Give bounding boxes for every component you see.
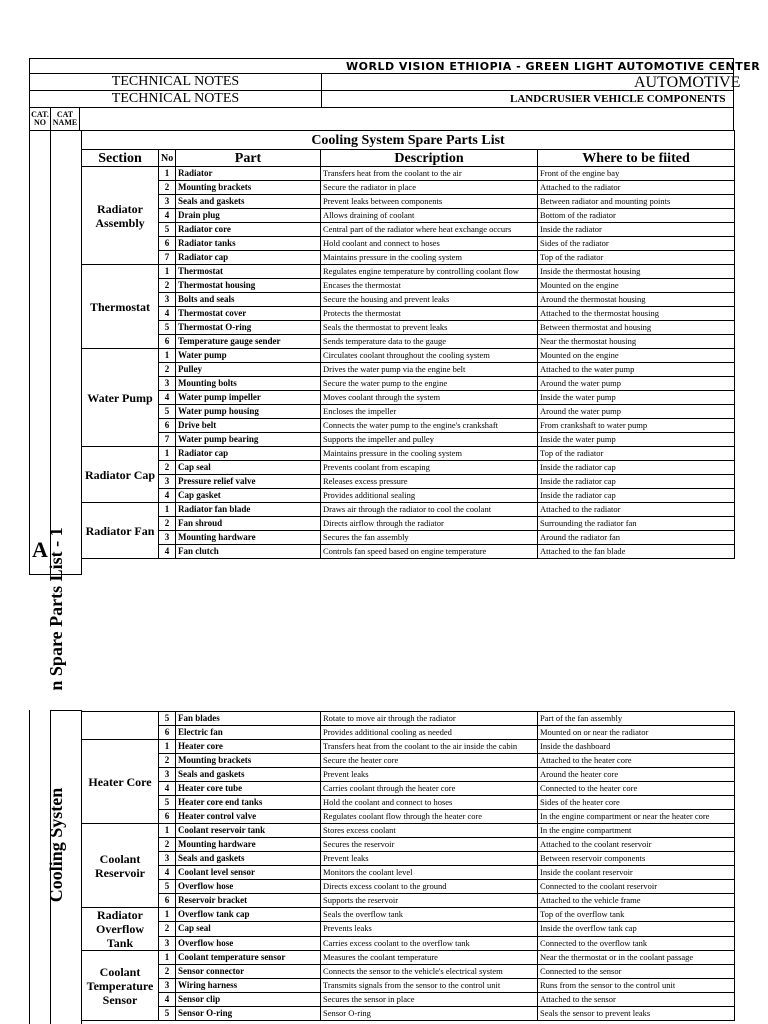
row-number: 5 [159, 321, 176, 335]
row-number: 5 [159, 796, 176, 810]
fitting-location: Mounted on the engine [538, 349, 735, 363]
part-name: Water pump bearing [176, 433, 321, 447]
table-row [82, 796, 735, 810]
section-name: Heater Core [82, 740, 159, 824]
table-row [82, 866, 735, 880]
part-name: Heater core [176, 740, 321, 754]
part-description: Regulates engine temperature by controlling coolant flow [321, 265, 538, 279]
row-number: 4 [159, 391, 176, 405]
part-name: Mounting brackets [176, 754, 321, 768]
table-row [82, 307, 735, 321]
part-description: Prevent leaks [321, 768, 538, 782]
part-name: Water pump [176, 349, 321, 363]
fitting-location: Around the water pump [538, 405, 735, 419]
part-name: Thermostat O-ring [176, 321, 321, 335]
row-number: 3 [159, 768, 176, 782]
part-name: Fan blades [176, 712, 321, 726]
part-name: Mounting bolts [176, 377, 321, 391]
part-name: Coolant temperature sensor [176, 951, 321, 965]
col-header-description: Description [321, 150, 538, 167]
fitting-location: Around the water pump [538, 377, 735, 391]
org-title-bar [29, 58, 761, 74]
row-number: 3 [159, 979, 176, 993]
row-number: 2 [159, 922, 176, 936]
section-name: Coolant Temperature Sensor [82, 951, 159, 1021]
part-name: Seals and gaskets [176, 852, 321, 866]
table-row [82, 335, 735, 349]
table-row [82, 880, 735, 894]
part-description: Secure the housing and prevent leaks [321, 293, 538, 307]
part-name: Heater core end tanks [176, 796, 321, 810]
table-row [82, 726, 735, 740]
part-name: Reservoir bracket [176, 894, 321, 908]
row-number: 3 [159, 475, 176, 489]
fitting-location: Connected to the coolant reservoir [538, 880, 735, 894]
table-row [82, 321, 735, 335]
section-name: Thermostat [82, 265, 159, 349]
part-name: Sensor O-ring [176, 1007, 321, 1021]
fitting-location: Near the thermostat or in the coolant passage [538, 951, 735, 965]
fitting-location: Attached to the water pump [538, 363, 735, 377]
row-number: 5 [159, 1007, 176, 1021]
part-name: Mounting hardware [176, 838, 321, 852]
technical-notes-cell-2 [29, 90, 322, 108]
row-number: 5 [159, 223, 176, 237]
part-name: Drain plug [176, 209, 321, 223]
part-description: Carries excess coolant to the overflow tank [321, 936, 538, 950]
part-description: Seals the overflow tank [321, 908, 538, 922]
part-name: Thermostat [176, 265, 321, 279]
category-name-vertical-page-2: Cooling Systen [46, 787, 66, 903]
category-letter: A [32, 537, 48, 562]
part-name: Water pump impeller [176, 391, 321, 405]
row-number: 6 [159, 419, 176, 433]
fitting-location: Inside the overflow tank cap [538, 922, 735, 936]
table-row [82, 265, 735, 279]
fitting-location: Mounted on the engine [538, 279, 735, 293]
row-number: 2 [159, 517, 176, 531]
table-row [82, 181, 735, 195]
part-description: Sensor O-ring [321, 1007, 538, 1021]
row-number: 5 [159, 880, 176, 894]
part-name: Cap seal [176, 922, 321, 936]
technical-notes-cell [29, 73, 322, 91]
row-number: 4 [159, 782, 176, 796]
part-name: Pressure relief valve [176, 475, 321, 489]
fitting-location: Top of the radiator [538, 251, 735, 265]
fitting-location: Sides of the heater core [538, 796, 735, 810]
row-number: 5 [159, 712, 176, 726]
table-row [82, 489, 735, 503]
row-number: 1 [159, 951, 176, 965]
parts-table-page-1 [81, 130, 735, 559]
part-description: Central part of the radiator where heat exchange occurs [321, 223, 538, 237]
part-description: Monitors the coolant level [321, 866, 538, 880]
cat-no-cell [29, 107, 51, 131]
table-row [82, 475, 735, 489]
fitting-location: Runs from the sensor to the control unit [538, 979, 735, 993]
table-row [82, 293, 735, 307]
fitting-location: Inside the radiator cap [538, 461, 735, 475]
row-number: 2 [159, 754, 176, 768]
table-row [82, 838, 735, 852]
table-row [82, 712, 735, 726]
row-number: 2 [159, 965, 176, 979]
fitting-location: Inside the radiator cap [538, 475, 735, 489]
row-number: 4 [159, 545, 176, 559]
row-number: 1 [159, 824, 176, 838]
cat-no-column [29, 130, 51, 575]
row-number: 1 [159, 447, 176, 461]
fitting-location: Attached to the radiator [538, 181, 735, 195]
part-description: Connects the water pump to the engine's crankshaft [321, 419, 538, 433]
row-number: 1 [159, 265, 176, 279]
fitting-location: Mounted on or near the radiator [538, 726, 735, 740]
header-blank-cell [79, 107, 734, 131]
part-description: Drives the water pump via the engine belt [321, 363, 538, 377]
part-description: Protects the thermostat [321, 307, 538, 321]
table-row [82, 279, 735, 293]
table-row [82, 936, 735, 950]
table-row [82, 251, 735, 265]
section-name: Radiator Cap [82, 447, 159, 503]
table-row [82, 852, 735, 866]
table-row [82, 405, 735, 419]
row-number: 2 [159, 461, 176, 475]
fitting-location: Top of the radiator [538, 447, 735, 461]
part-description: Releases excess pressure [321, 475, 538, 489]
fitting-location: Attached to the sensor [538, 993, 735, 1007]
table-row [82, 754, 735, 768]
parts-table-page-2 [81, 711, 735, 1021]
part-description: Directs airflow through the radiator [321, 517, 538, 531]
table-row [82, 167, 735, 181]
part-name: Sensor clip [176, 993, 321, 1007]
row-number: 2 [159, 363, 176, 377]
row-number: 6 [159, 726, 176, 740]
part-name: Mounting brackets [176, 181, 321, 195]
part-name: Seals and gaskets [176, 768, 321, 782]
part-description: Transmits signals from the sensor to the control unit [321, 979, 538, 993]
fitting-location: Inside the radiator [538, 223, 735, 237]
section-name: Radiator Fan [82, 503, 159, 559]
table-row [82, 1007, 735, 1021]
row-number: 3 [159, 531, 176, 545]
cat-name-column [46, 130, 82, 691]
row-number: 1 [159, 349, 176, 363]
cat-no-label: CAT. NO [31, 110, 49, 127]
row-number: 1 [159, 167, 176, 181]
part-description: Secures the reservoir [321, 838, 538, 852]
row-number: 1 [159, 908, 176, 922]
part-description: Encloses the impeller [321, 405, 538, 419]
fitting-location: Between reservoir components [538, 852, 735, 866]
col-header-section: Section [82, 150, 159, 167]
org-title: WORLD VISION ETHIOPIA - GREEN LIGHT AUTOMOTIVE CENTER [346, 59, 761, 73]
table-row [82, 894, 735, 908]
fitting-location: Part of the fan assembly [538, 712, 735, 726]
fitting-location: Inside the radiator cap [538, 489, 735, 503]
row-number: 3 [159, 852, 176, 866]
table-row [82, 782, 735, 796]
section-name: Coolant Reservoir [82, 824, 159, 908]
section-name: Radiator Assembly [82, 167, 159, 265]
section-name [82, 712, 159, 740]
row-number: 2 [159, 181, 176, 195]
part-description: Provides additional cooling as needed [321, 726, 538, 740]
fitting-location: Inside the dashboard [538, 740, 735, 754]
part-name: Cap gasket [176, 489, 321, 503]
part-name: Water pump housing [176, 405, 321, 419]
automotive-label: AUTOMOTIVE [634, 74, 741, 91]
row-number: 6 [159, 810, 176, 824]
table-row [82, 531, 735, 545]
fitting-location: Front of the engine bay [538, 167, 735, 181]
fitting-location: Attached to the radiator [538, 503, 735, 517]
part-description: Secure the heater core [321, 754, 538, 768]
part-name: Overflow tank cap [176, 908, 321, 922]
row-number: 7 [159, 251, 176, 265]
table-row [82, 922, 735, 936]
table-row [82, 993, 735, 1007]
part-name: Electric fan [176, 726, 321, 740]
fitting-location: Connected to the overflow tank [538, 936, 735, 950]
part-description: Sends temperature data to the gauge [321, 335, 538, 349]
part-description: Secure the water pump to the engine [321, 377, 538, 391]
part-description: Transfers heat from the coolant to the air [321, 167, 538, 181]
part-name: Overflow hose [176, 936, 321, 950]
table-row [82, 377, 735, 391]
row-number: 6 [159, 894, 176, 908]
fitting-location: In the engine compartment [538, 824, 735, 838]
part-description: Prevents leaks [321, 922, 538, 936]
part-name: Radiator [176, 167, 321, 181]
part-name: Fan clutch [176, 545, 321, 559]
table-row [82, 223, 735, 237]
fitting-location: Between thermostat and housing [538, 321, 735, 335]
fitting-location: Inside the water pump [538, 433, 735, 447]
part-description: Maintains pressure in the cooling system [321, 251, 538, 265]
table-row [82, 461, 735, 475]
part-description: Seals the thermostat to prevent leaks [321, 321, 538, 335]
table-row [82, 965, 735, 979]
row-number: 4 [159, 993, 176, 1007]
sheet-title: Cooling System Spare Parts List [82, 131, 735, 150]
part-name: Thermostat cover [176, 307, 321, 321]
col-header-no: No [159, 150, 176, 167]
part-description: Transfers heat from the coolant to the air inside the cabin [321, 740, 538, 754]
row-number: 2 [159, 279, 176, 293]
fitting-location: In the engine compartment or near the heater core [538, 810, 735, 824]
table-row [82, 195, 735, 209]
automotive-cell [321, 73, 741, 91]
part-name: Drive belt [176, 419, 321, 433]
fitting-location: Near the thermostat housing [538, 335, 735, 349]
part-description: Measures the coolant temperature [321, 951, 538, 965]
part-description: Circulates coolant throughout the cooling system [321, 349, 538, 363]
row-number: 4 [159, 866, 176, 880]
fitting-location: Connected to the heater core [538, 782, 735, 796]
part-description: Prevents coolant from escaping [321, 461, 538, 475]
table-row [82, 824, 735, 838]
fitting-location: Around the thermostat housing [538, 293, 735, 307]
col-header-part: Part [176, 150, 321, 167]
table-row [82, 237, 735, 251]
row-number: 6 [159, 237, 176, 251]
part-description: Secure the radiator in place [321, 181, 538, 195]
part-name: Wiring harness [176, 979, 321, 993]
table-row [82, 768, 735, 782]
table-row [82, 433, 735, 447]
table-row [82, 545, 735, 559]
fitting-location: Sides of the radiator [538, 237, 735, 251]
fitting-location: From crankshaft to water pump [538, 419, 735, 433]
row-number: 3 [159, 293, 176, 307]
part-description: Rotate to move air through the radiator [321, 712, 538, 726]
cat-no-column-page-2 [29, 710, 51, 1024]
cat-name-label: CAT NAME [52, 110, 78, 127]
row-number: 4 [159, 307, 176, 321]
row-number: 1 [159, 740, 176, 754]
part-name: Bolts and seals [176, 293, 321, 307]
fitting-location: Around the heater core [538, 768, 735, 782]
vehicle-components-cell [321, 90, 734, 108]
row-number: 2 [159, 838, 176, 852]
table-row [82, 810, 735, 824]
part-description: Encases the thermostat [321, 279, 538, 293]
part-description: Provides additional sealing [321, 489, 538, 503]
part-name: Radiator tanks [176, 237, 321, 251]
part-name: Thermostat housing [176, 279, 321, 293]
fitting-location: Between radiator and mounting points [538, 195, 735, 209]
row-number: 4 [159, 209, 176, 223]
row-number: 4 [159, 489, 176, 503]
row-number: 3 [159, 936, 176, 950]
cat-name-column-page-2 [46, 710, 82, 1024]
table-row [82, 363, 735, 377]
table-row [82, 979, 735, 993]
fitting-location: Bottom of the radiator [538, 209, 735, 223]
fitting-location: Attached to the fan blade [538, 545, 735, 559]
table-row [82, 419, 735, 433]
part-description: Controls fan speed based on engine temperature [321, 545, 538, 559]
part-description: Secures the fan assembly [321, 531, 538, 545]
part-description: Prevent leaks [321, 852, 538, 866]
fitting-location: Connected to the sensor [538, 965, 735, 979]
part-name: Radiator fan blade [176, 503, 321, 517]
part-name: Sensor connector [176, 965, 321, 979]
table-row [82, 908, 735, 922]
fitting-location: Surrounding the radiator fan [538, 517, 735, 531]
fitting-location: Attached to the thermostat housing [538, 307, 735, 321]
part-name: Heater control valve [176, 810, 321, 824]
fitting-location: Inside the thermostat housing [538, 265, 735, 279]
category-name-vertical: n Spare Parts List - 1 [46, 527, 66, 691]
table-row [82, 391, 735, 405]
part-description: Supports the reservoir [321, 894, 538, 908]
part-description: Moves coolant through the system [321, 391, 538, 405]
fitting-location: Seals the sensor to prevent leaks [538, 1007, 735, 1021]
part-description: Hold coolant and connect to hoses [321, 237, 538, 251]
part-name: Seals and gaskets [176, 195, 321, 209]
part-name: Cap seal [176, 461, 321, 475]
cat-name-cell [50, 107, 80, 131]
part-description: Hold the coolant and connect to hoses [321, 796, 538, 810]
row-number: 7 [159, 433, 176, 447]
table-row [82, 517, 735, 531]
fitting-location: Inside the water pump [538, 391, 735, 405]
fitting-location: Attached to the coolant reservoir [538, 838, 735, 852]
part-name: Radiator core [176, 223, 321, 237]
part-name: Radiator cap [176, 447, 321, 461]
part-name: Overflow hose [176, 880, 321, 894]
row-number: 5 [159, 405, 176, 419]
vehicle-components-label: LANDCRUSIER VEHICLE COMPONENTS [510, 93, 726, 105]
table-row [82, 349, 735, 363]
col-header-where: Where to be fiited [538, 150, 735, 167]
part-name: Heater core tube [176, 782, 321, 796]
table-row [82, 447, 735, 461]
part-description: Directs excess coolant to the ground [321, 880, 538, 894]
fitting-location: Inside the coolant reservoir [538, 866, 735, 880]
row-number: 6 [159, 335, 176, 349]
row-number: 3 [159, 195, 176, 209]
part-description: Stores excess coolant [321, 824, 538, 838]
table-row [82, 951, 735, 965]
technical-notes-label-2: TECHNICAL NOTES [111, 91, 240, 106]
technical-notes-label: TECHNICAL NOTES [111, 74, 240, 89]
fitting-location: Attached to the vehicle frame [538, 894, 735, 908]
table-row [82, 740, 735, 754]
section-name: Water Pump [82, 349, 159, 447]
table-row [82, 503, 735, 517]
fitting-location: Around the radiator fan [538, 531, 735, 545]
table-row [82, 209, 735, 223]
part-description: Secures the sensor in place [321, 993, 538, 1007]
part-description: Connects the sensor to the vehicle's electrical system [321, 965, 538, 979]
part-name: Fan shroud [176, 517, 321, 531]
part-name: Coolant level sensor [176, 866, 321, 880]
part-description: Regulates coolant flow through the heater core [321, 810, 538, 824]
part-name: Pulley [176, 363, 321, 377]
fitting-location: Top of the overflow tank [538, 908, 735, 922]
part-description: Draws air through the radiator to cool the coolant [321, 503, 538, 517]
part-description: Maintains pressure in the cooling system [321, 447, 538, 461]
part-description: Supports the impeller and pulley [321, 433, 538, 447]
part-description: Carries coolant through the heater core [321, 782, 538, 796]
fitting-location: Attached to the heater core [538, 754, 735, 768]
row-number: 1 [159, 503, 176, 517]
part-name: Radiator cap [176, 251, 321, 265]
part-description: Allows draining of coolant [321, 209, 538, 223]
part-name: Mounting hardware [176, 531, 321, 545]
part-name: Temperature gauge sender [176, 335, 321, 349]
row-number: 3 [159, 377, 176, 391]
section-name: Radiator Overflow Tank [82, 908, 159, 951]
part-description: Prevent leaks between components [321, 195, 538, 209]
part-name: Coolant reservoir tank [176, 824, 321, 838]
